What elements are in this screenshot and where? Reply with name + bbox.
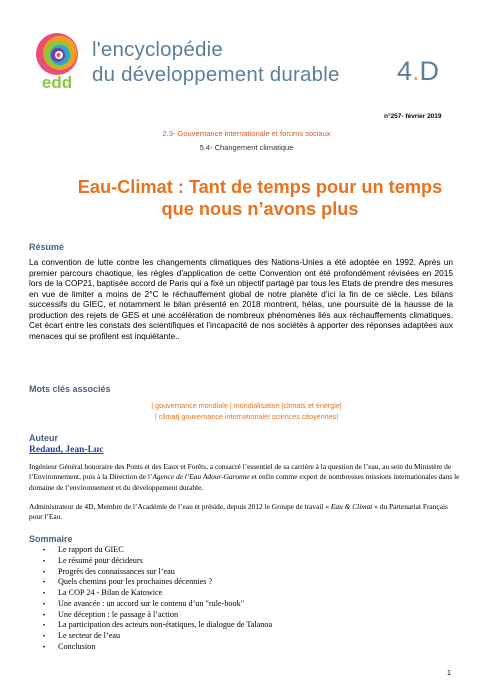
bullet-icon: • — [43, 580, 46, 587]
category-sub: 5.4- Changement climatique — [199, 143, 294, 152]
partner-logo-main: 4 — [397, 56, 413, 86]
category-main: 2.3- Gouvernance internationale et forums sociaux — [162, 129, 331, 138]
bio2-group: Eau & Climat — [330, 502, 373, 511]
page-title — [60, 176, 460, 220]
bio2-text-a: Administrateur de 4D, Membre de l’Académie de l’eau et préside, depuis 2012 le Groupe de travail « — [29, 502, 331, 511]
keywords-line2[interactable]: | climat| gouvernance internationale| sciences citoyennes| — [154, 411, 339, 421]
bullet-icon: • — [43, 558, 46, 565]
bio2-text-b: » du Partenariat Français pour l’Eau. — [29, 502, 448, 522]
sommaire-item[interactable]: • Le secteur de l’eau — [43, 631, 272, 642]
logo-letters: edd — [41, 73, 73, 92]
encyclopedie-logo — [27, 30, 89, 92]
sommaire-item[interactable]: • La COP 24 - Bilan de Katowice — [43, 588, 272, 599]
author-bio-2 — [29, 502, 461, 523]
brand-title-line2: du développement durable — [92, 63, 340, 86]
keywords-line1[interactable]: | gouvernance mondiale | mondialisation |climats et énergie| — [151, 401, 342, 410]
sommaire-item[interactable]: • Conclusion — [43, 642, 272, 653]
resume-heading: Résumé — [29, 242, 65, 252]
bullet-icon: • — [43, 601, 46, 608]
sommaire-item[interactable]: • Une avancée : un accord sur le contenu d’un "rule-book" — [43, 599, 272, 610]
sommaire-item[interactable]: • Progrès des connaissances sur l’eau — [43, 567, 272, 578]
bullet-icon: • — [43, 623, 46, 630]
sommaire-item[interactable]: • La participation des acteurs non-étatiques, le dialogue de Talanoa — [43, 620, 272, 631]
bullet-icon: • — [43, 591, 46, 597]
title-line1: Eau-Climat : Tant de temps pour un temps — [77, 177, 443, 197]
author-bio-1 — [29, 462, 461, 493]
bullet-icon: • — [43, 634, 46, 640]
bullet-icon: • — [43, 612, 46, 619]
page-number: 1 — [447, 670, 451, 677]
bullet-icon: • — [43, 569, 46, 576]
bio1-text-b: et enfin comme expert de nombreuses missions internationales dans le domaine de l’environnement et du développement durable. — [29, 472, 460, 492]
keywords-heading: Mots clés associés — [29, 384, 111, 394]
spiral-logo-icon — [27, 30, 89, 92]
document-number: n°257- février 2019 — [384, 113, 442, 120]
author-heading: Auteur — [29, 433, 58, 443]
bullet-icon: • — [43, 644, 46, 651]
resume-body: La convention de lutte contre les changements climatiques des Nations-Unies a été adoptée en 1992. Après un premier parcours chaotique, les règles d’application de cette Convention ont été profondément révisées en 2015 lors de la COP21, baptisée accord de Paris qui a fixé un objectif partagé par tous les Etats de prendre des mesures en vue de limiter a moins de 2°C le réchauffement global de notre planète d’ici la fin de ce siècle. Les bilans successifs du GIEC, et notamment le bilan présenté en 2018 montrent, hélas, une poursuite de la hausse de la production des rejets de GES et une accélération de nombreux phénomènes liés aux réchauffements climatiques. Cet écart entre les constats des scientifiques et l’incapacité de nos sociétés à apporter des réponses adaptées aux menaces qui se profilent est inquiétante.. — [29, 257, 453, 341]
partner-logo-dot: . — [412, 56, 420, 86]
bio1-agency: Agence de l’Eau Adour-Garonne — [152, 472, 250, 482]
bio1-text-a: Ingénieur Général honoraire des Ponts et des Eaux et Forêts, a consacré l’essentiel de sa carrière à la question de l’eau, au sein du Ministère de l’Environnement, puis à la Direction de l’ — [29, 462, 452, 482]
author-name-link[interactable]: Redaud, Jean-Luc — [29, 445, 104, 455]
sommaire-item[interactable]: • Le rapport du GIEC — [43, 545, 272, 556]
sommaire-item[interactable]: • Quels chemins pour les prochaines décennies ? — [43, 577, 272, 588]
sommaire-heading: Sommaire — [29, 534, 73, 544]
sommaire-item[interactable]: • Une déception : le passage à l’action — [43, 610, 272, 621]
title-line2: que nous n’avons plus — [161, 199, 359, 219]
brand-title-line1: l'encyclopédie — [92, 38, 223, 61]
keywords-list — [0, 401, 493, 422]
partner-logo-end: D — [419, 56, 440, 86]
sommaire-item[interactable]: • Le résumé pour décideurs — [43, 556, 272, 567]
sommaire-list — [43, 545, 272, 653]
bullet-icon: • — [43, 548, 46, 554]
partner-logo-4d — [397, 56, 439, 87]
